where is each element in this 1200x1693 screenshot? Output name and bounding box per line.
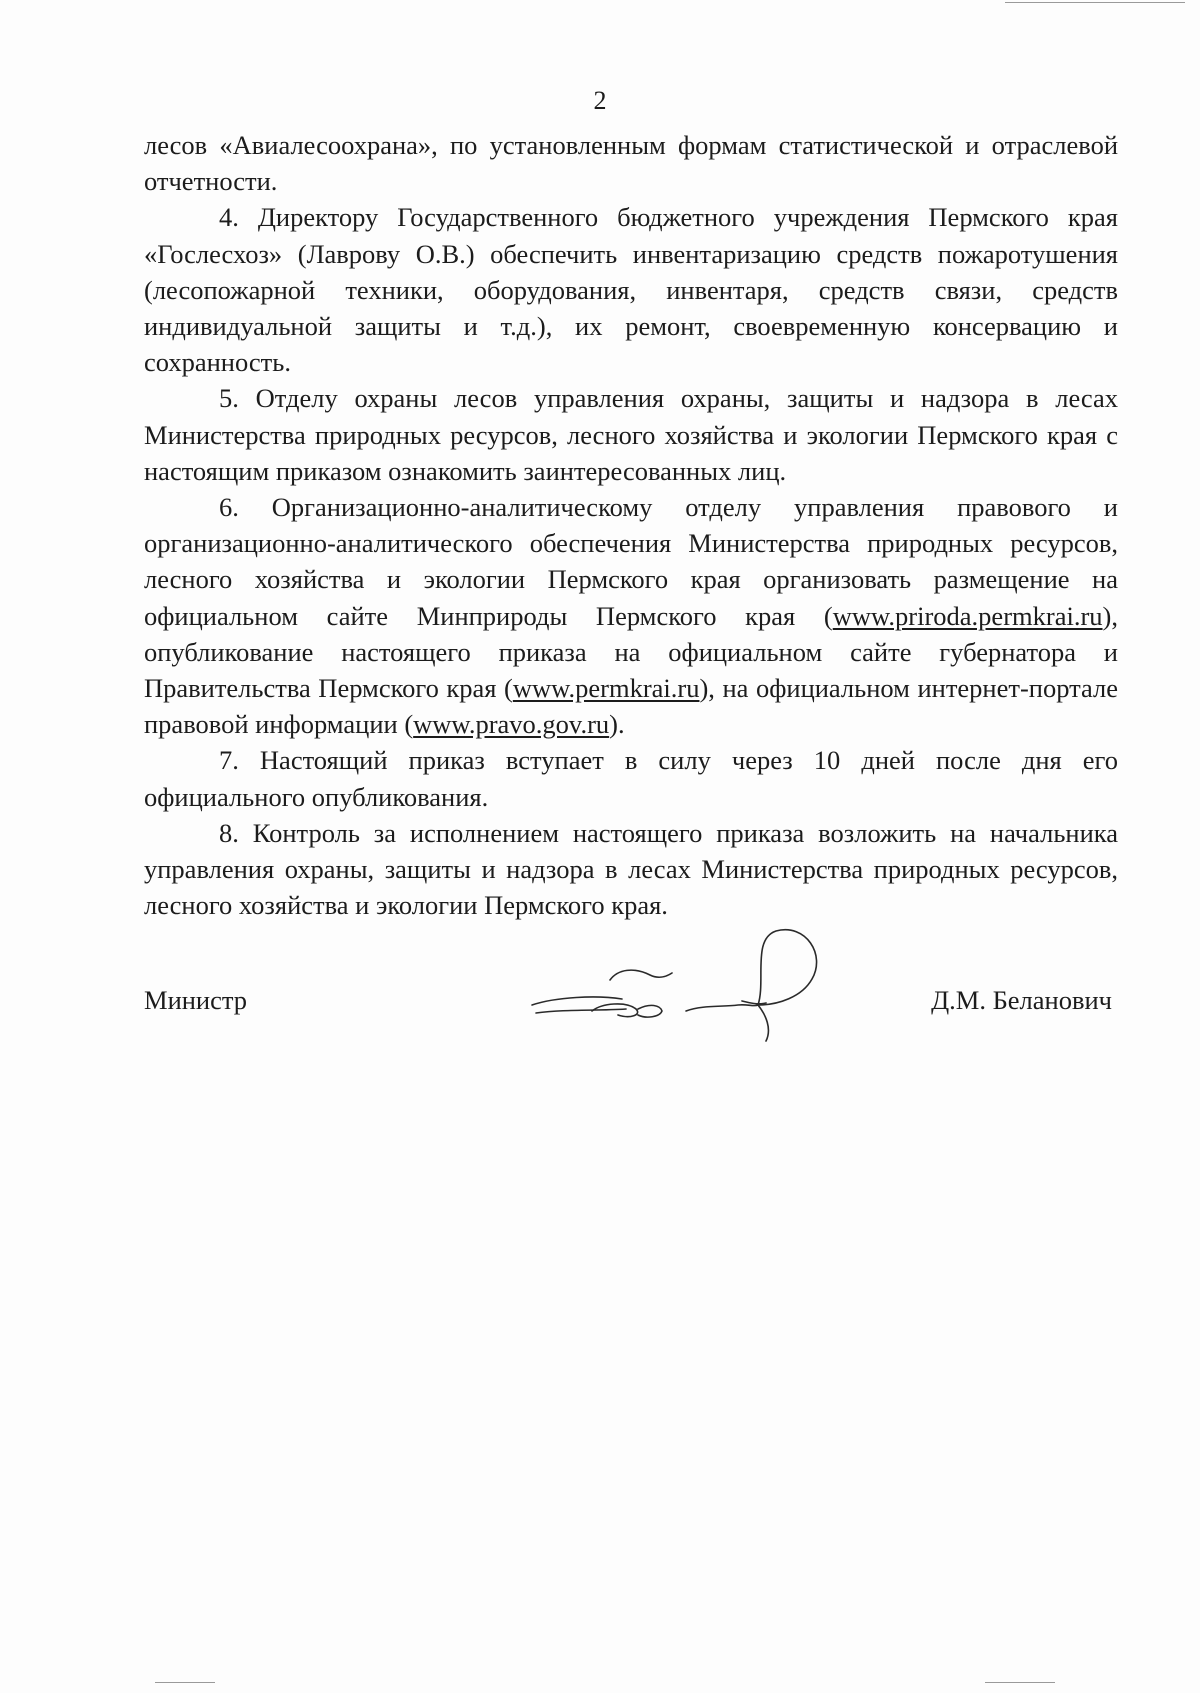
paragraph-6 (144, 489, 1118, 742)
signatory-title: Министр (144, 985, 248, 1015)
paragraph-7: 7. Настоящий приказ вступает в силу через 10 дней после дня его официального опубликования. (144, 745, 1118, 812)
scan-edge-mark-bottom-left (155, 1682, 215, 1683)
paragraph-continuation: лесов «Авиалесоохрана», по установленным формам статистической и отраслевой отчетности. (144, 130, 1118, 197)
signatory-name: Д.М. Беланович (931, 985, 1112, 1015)
paragraph-6-text-1: 6. Организационно-аналитическому отделу управления правового и организационно-аналитического обеспечения Министерства природных ресурсов, лесного хозяйства и экологии Пермского края организовать размещение на официальном сайте Минприроды Пермского края ( (144, 492, 1118, 631)
paragraph-4: 4. Директору Государственного бюджетного учреждения Пермского края «Гослесхоз» (Лаврову О.В.) обеспечить инвентаризацию средств пожаротушения (лесопожарной техники, оборудования, инвентаря, средств связи, средств индивидуальной защиты и т.д.), их ремонт, своевременную консервацию и сохранность. (144, 202, 1118, 378)
link-permkrai[interactable]: www.permkrai.ru (512, 673, 700, 704)
paragraph-6-text-3: ), на официальном интернет-портале правовой информации ( (144, 673, 1118, 740)
link-pravo-gov[interactable]: www.pravo.gov.ru (413, 709, 610, 740)
paragraph-5: 5. Отделу охраны лесов управления охраны, защиты и надзора в лесах Министерства природных ресурсов, лесного хозяйства и экологии Пермского края с настоящим приказом ознакомить заинтересованных лиц. (144, 383, 1118, 486)
link-priroda-permkrai[interactable]: www.priroda.permkrai.ru (832, 600, 1103, 631)
paragraph-8: 8. Контроль за исполнением настоящего приказа возложить на начальника управления охраны, защиты и надзора в лесах Министерства природных ресурсов, лесного хозяйства и экологии Пермского края. (144, 817, 1118, 921)
document-body (144, 127, 1118, 923)
signature-block (144, 985, 1118, 1025)
scan-edge-mark-top (1005, 2, 1185, 3)
scan-edge-mark-bottom-right (985, 1682, 1055, 1683)
paragraph-6-text-2: ), опубликование настоящего приказа на официальном сайте губернатора и Правительства Пермского края ( (144, 600, 1118, 704)
paragraph-6-text-4: ). (609, 709, 625, 740)
page-number: 2 (593, 86, 607, 115)
